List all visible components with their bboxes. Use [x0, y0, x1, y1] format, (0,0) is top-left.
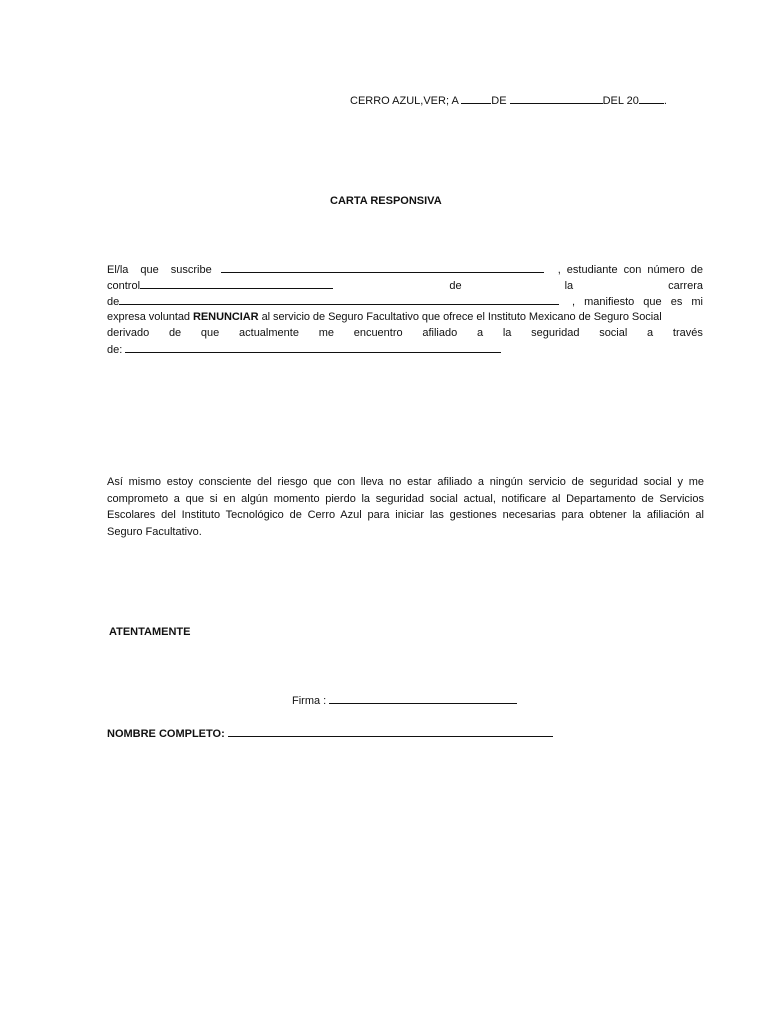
- p1-line5-word: de: [168, 327, 182, 339]
- p1-line6-start: de:: [107, 344, 126, 356]
- place-date-prefix: CERRO AZUL,VER; A: [350, 95, 462, 107]
- p1-line1-word-que: que: [140, 264, 159, 276]
- p1-line5-word: seguridad: [531, 327, 580, 339]
- p1-line5-word: afiliado: [422, 327, 458, 339]
- end-period: .: [663, 95, 667, 107]
- paragraph1-line5: [107, 325, 703, 341]
- p1-line5-word: social: [599, 327, 628, 339]
- p1-line5-word: que: [200, 327, 220, 339]
- p1-line2-start: control: [107, 280, 141, 292]
- day-blank: [461, 92, 491, 104]
- p1-line5-word: través: [672, 327, 703, 339]
- p1-line3-start: de: [107, 296, 120, 308]
- p1-line5-word: a: [476, 327, 484, 339]
- p1-line5-word: la: [502, 327, 512, 339]
- control-number-blank: [140, 277, 333, 289]
- paragraph1-line3: [107, 293, 703, 310]
- paragraph2-line: Así mismo estoy consciente del riesgo que con lleva no estar afiliado a ningún servicio de seguridad social y me: [107, 476, 704, 488]
- signature-blank: [329, 692, 517, 704]
- place-date-line: [350, 92, 667, 109]
- paragraph2: [107, 474, 704, 540]
- p1-line2-carrera: carrera: [668, 280, 703, 292]
- p1-line2-la: la: [564, 280, 574, 292]
- social-security-blank: [125, 341, 501, 353]
- p1-line1-end: , estudiante con número de: [557, 264, 703, 276]
- signature-line: [292, 692, 517, 709]
- p1-line2-de: de: [449, 280, 462, 292]
- p1-line1-start: El/la: [107, 264, 129, 276]
- year-blank: [639, 92, 664, 104]
- p1-line5-word: a: [647, 327, 654, 339]
- paragraph1-line6: [107, 341, 501, 358]
- p1-line1-word-suscribe: suscribe: [170, 264, 212, 276]
- p1-line5-word: actualmente: [239, 327, 299, 339]
- paragraph2-line: Seguro Facultativo.: [107, 525, 202, 538]
- p1-line4-after-bold: al servicio de Seguro Facultativo que ofrece el Instituto Mexicano de Seguro Social: [258, 311, 662, 323]
- p1-line5-word: me: [318, 327, 334, 339]
- paragraph1-line2: [107, 277, 703, 294]
- p1-line5-word: derivado: [107, 327, 150, 339]
- full-name-line: [107, 725, 553, 742]
- p1-line5-word: encuentro: [353, 327, 403, 339]
- document-title: CARTA RESPONSIVA: [330, 195, 442, 207]
- del-label: DEL 20: [602, 95, 639, 107]
- p1-line3-end: , manifiesto que es mi: [572, 296, 703, 308]
- month-blank: [510, 92, 603, 104]
- de-label: DE: [491, 95, 510, 107]
- paragraph2-line: Escolares del Instituto Tecnológico de Cerro Azul para iniciar las gestiones necesarias para obtener la afiliación al: [107, 509, 704, 521]
- paragraph2-line: comprometo a que si en algún momento pierdo la seguridad social actual, notificare al Departamento de Servicios: [107, 492, 704, 505]
- full-name-blank: [228, 725, 553, 737]
- signature-label: Firma :: [292, 695, 330, 707]
- career-blank: [119, 293, 559, 305]
- p1-line4-before-bold: expresa voluntad: [107, 311, 193, 323]
- full-name-label: NOMBRE COMPLETO:: [107, 728, 228, 740]
- renunciar-bold: RENUNCIAR: [193, 311, 259, 323]
- name-blank: [221, 261, 544, 273]
- paragraph1-line1: [107, 261, 703, 278]
- closing-atentamente: ATENTAMENTE: [109, 626, 191, 638]
- paragraph1-line4: [107, 309, 703, 325]
